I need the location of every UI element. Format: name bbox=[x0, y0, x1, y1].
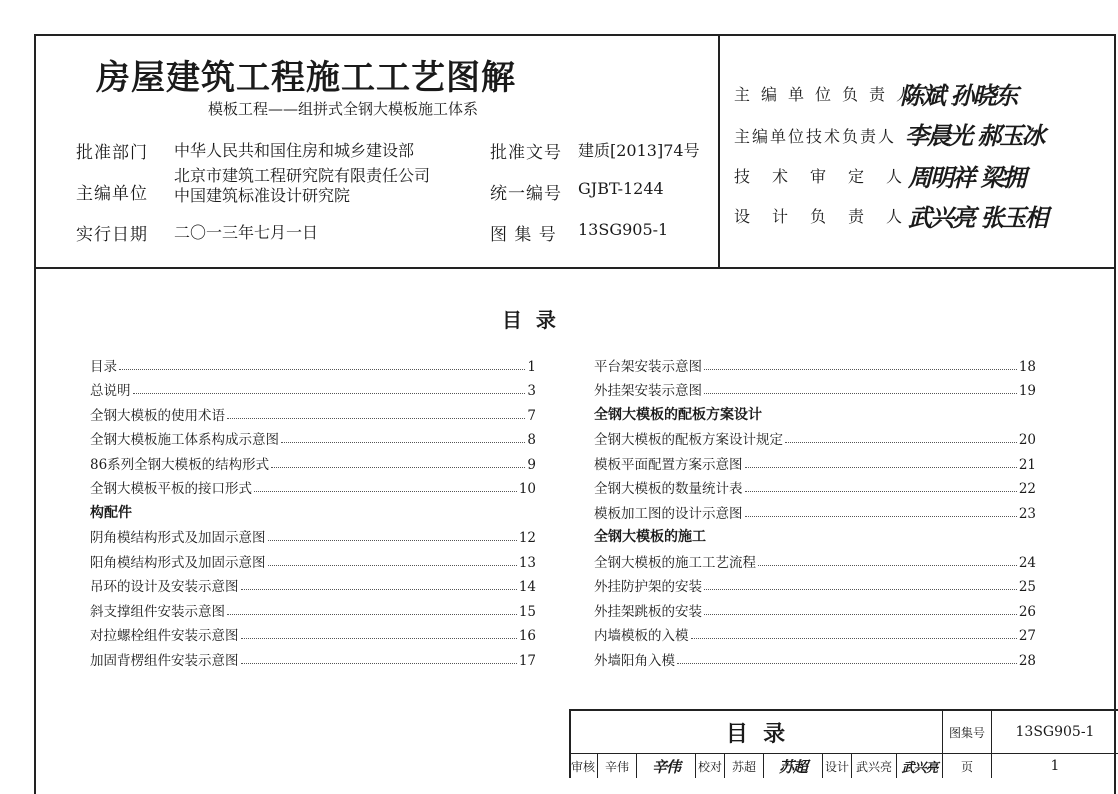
toc-entry-leader bbox=[281, 442, 525, 443]
toc-entry-page: 27 bbox=[1018, 628, 1036, 644]
header-bottom-rule bbox=[34, 267, 1116, 269]
toc-left-column bbox=[90, 350, 536, 669]
document-subtitle: 模板工程——组拼式全钢大模板施工体系 bbox=[208, 100, 479, 118]
toc-entry[interactable] bbox=[90, 473, 536, 498]
title-block-check-name: 苏超 bbox=[731, 759, 756, 774]
responsible-role-design-lead: 设计负责人 bbox=[734, 207, 925, 226]
title-block-title: 目 录 bbox=[725, 720, 786, 747]
toc-entry[interactable] bbox=[594, 448, 1036, 473]
toc-entry[interactable] bbox=[594, 350, 1036, 375]
responsible-role-tech-chief: 主编单位技术负责人 bbox=[734, 127, 897, 146]
responsible-signature-tech-chief: 李晨光 郝玉冰 bbox=[905, 121, 1044, 150]
toc-entry-page: 25 bbox=[1018, 579, 1036, 595]
title-block bbox=[569, 709, 1118, 778]
title-block-atlas-value: 13SG905-1 bbox=[1015, 724, 1095, 740]
toc-entry[interactable] bbox=[90, 350, 536, 375]
toc-entry-leader bbox=[677, 663, 1017, 664]
toc-entry-page: 21 bbox=[1018, 456, 1036, 473]
editor-value-2: 中国建筑标准设计研究院 bbox=[174, 186, 351, 205]
editor-value-1: 北京市建筑工程研究院有限责任公司 bbox=[174, 166, 431, 185]
toc-entry-leader bbox=[758, 565, 1017, 566]
toc-entry-page: 18 bbox=[1018, 358, 1036, 375]
toc-entry-page: 13 bbox=[518, 554, 536, 571]
toc-section-heading: 全钢大模板的配板方案设计 bbox=[594, 406, 762, 423]
atlas-no-value: 13SG905-1 bbox=[578, 220, 669, 239]
toc-entry-leader bbox=[704, 589, 1017, 590]
toc-entry-title: 全钢大模板平板的接口形式 bbox=[90, 481, 252, 497]
toc-entry-leader bbox=[745, 491, 1017, 492]
toc-entry-page: 14 bbox=[518, 579, 536, 595]
title-block-atlas-label: 图集号 bbox=[948, 725, 985, 740]
toc-entry-page: 20 bbox=[1018, 432, 1036, 448]
toc-entry[interactable] bbox=[594, 644, 1036, 669]
toc-entry-page: 8 bbox=[527, 432, 536, 448]
toc-entry[interactable] bbox=[90, 522, 536, 547]
toc-entry-title: 全钢大模板的施工工艺流程 bbox=[594, 554, 756, 571]
responsible-signature-tech-review: 周明祥 梁拥 bbox=[908, 163, 1025, 192]
date-value: 二〇一三年七月一日 bbox=[174, 223, 319, 242]
toc-section-heading: 全钢大模板的施工 bbox=[594, 529, 706, 545]
toc-entry-title: 阴角模结构形式及加固示意图 bbox=[90, 530, 266, 546]
unified-no-value: GJBT-1244 bbox=[578, 179, 664, 198]
toc-entry-page: 28 bbox=[1018, 652, 1036, 669]
toc-entry-leader bbox=[133, 393, 526, 394]
toc-entry-page: 17 bbox=[518, 652, 536, 669]
toc-entry-page: 24 bbox=[1018, 554, 1036, 571]
toc-entry[interactable] bbox=[594, 473, 1036, 498]
toc-entry-leader bbox=[271, 467, 525, 468]
toc-entry-title: 86系列全钢大模板的结构形式 bbox=[90, 456, 270, 473]
toc-entry-leader bbox=[241, 589, 517, 590]
toc-entry-leader bbox=[745, 516, 1017, 517]
approval-no-label: 批准文号 bbox=[490, 143, 562, 163]
toc-entry-title: 外挂架跳板的安装 bbox=[594, 603, 702, 620]
toc-entry[interactable] bbox=[90, 644, 536, 669]
toc-entry[interactable] bbox=[90, 595, 536, 620]
toc-entry-title: 总说明 bbox=[90, 383, 131, 399]
toc-right-column bbox=[594, 350, 1036, 669]
toc-entry-title: 外挂防护架的安装 bbox=[594, 579, 702, 595]
toc-entry-title: 外挂架安装示意图 bbox=[594, 383, 702, 399]
toc-entry-title: 目录 bbox=[90, 358, 117, 375]
toc-entry-leader bbox=[745, 467, 1017, 468]
title-block-check-label: 校对 bbox=[697, 759, 722, 774]
toc-entry-page: 22 bbox=[1018, 481, 1036, 497]
title-block-page-value: 1 bbox=[1050, 758, 1060, 774]
title-block-page-label: 页 bbox=[960, 759, 973, 774]
toc-entry-title: 外墙阳角入模 bbox=[594, 652, 675, 669]
responsible-signature-chief-unit: 陈斌 孙晓东 bbox=[900, 81, 1017, 110]
toc-entry[interactable] bbox=[90, 424, 536, 449]
atlas-no-label: 图 集 号 bbox=[490, 225, 557, 245]
toc-entry-leader bbox=[241, 638, 517, 639]
title-block-review-name: 辛伟 bbox=[604, 759, 629, 774]
date-label: 实行日期 bbox=[76, 225, 148, 245]
toc-entry-page: 3 bbox=[527, 383, 536, 399]
toc-entry-leader bbox=[785, 442, 1017, 443]
toc-entry-page: 7 bbox=[527, 407, 536, 424]
toc-entry-leader bbox=[227, 418, 525, 419]
toc-entry-title: 吊环的设计及安装示意图 bbox=[90, 579, 239, 595]
toc-entry-page: 15 bbox=[518, 603, 536, 620]
approval-dept-value: 中华人民共和国住房和城乡建设部 bbox=[174, 141, 415, 160]
title-block-review-label: 审核 bbox=[570, 759, 595, 774]
title-block-design-name: 武兴亮 bbox=[855, 759, 892, 774]
responsible-signature-design-lead: 武兴亮 张玉相 bbox=[908, 203, 1047, 232]
toc-entry-leader bbox=[254, 491, 517, 492]
toc-entry-page: 10 bbox=[518, 481, 536, 497]
toc-entry[interactable] bbox=[90, 620, 536, 645]
toc-entry-title: 阳角模结构形式及加固示意图 bbox=[90, 554, 266, 571]
toc-section-heading: 构配件 bbox=[90, 504, 132, 521]
toc-entry-title: 内墙模板的入模 bbox=[594, 628, 689, 644]
toc-entry-title: 平台架安装示意图 bbox=[594, 358, 702, 375]
approval-dept-label: 批准部门 bbox=[76, 143, 148, 163]
toc-entry-leader bbox=[704, 614, 1017, 615]
toc-entry[interactable] bbox=[594, 546, 1036, 571]
toc-entry-page: 9 bbox=[527, 456, 536, 473]
toc-entry[interactable] bbox=[594, 497, 1036, 522]
toc-entry-page: 19 bbox=[1018, 383, 1036, 399]
toc-entry[interactable] bbox=[90, 546, 536, 571]
toc-entry-page: 12 bbox=[518, 530, 536, 546]
header-divider bbox=[718, 34, 720, 268]
toc-entry-leader bbox=[691, 638, 1017, 639]
toc-entry-title: 全钢大模板的数量统计表 bbox=[594, 481, 743, 497]
toc-entry-title: 模板加工图的设计示意图 bbox=[594, 505, 743, 522]
toc-entry-leader bbox=[241, 663, 517, 664]
responsible-role-tech-review: 技术审定人 bbox=[734, 167, 925, 186]
toc-entry-page: 23 bbox=[1018, 505, 1036, 522]
toc-entry-title: 加固背楞组件安装示意图 bbox=[90, 652, 239, 669]
document-title: 房屋建筑工程施工工艺图解 bbox=[96, 58, 516, 98]
unified-no-label: 统一编号 bbox=[490, 184, 562, 204]
toc-entry-title: 全钢大模板的配板方案设计规定 bbox=[594, 432, 783, 448]
toc-entry[interactable] bbox=[90, 571, 536, 596]
toc-entry-leader bbox=[227, 614, 517, 615]
title-block-design-signature: 武兴亮 bbox=[901, 760, 938, 776]
toc-entry-leader bbox=[704, 393, 1017, 394]
toc-entry-leader bbox=[268, 565, 517, 566]
toc-entry-leader bbox=[119, 369, 525, 370]
toc-entry-page: 1 bbox=[527, 358, 536, 375]
toc-entry[interactable] bbox=[90, 399, 536, 424]
toc-entry[interactable] bbox=[90, 375, 536, 400]
approval-no-value: 建质[2013]74号 bbox=[578, 141, 700, 160]
editor-label: 主编单位 bbox=[76, 184, 148, 204]
toc-entry-title: 全钢大模板施工体系构成示意图 bbox=[90, 432, 279, 448]
responsible-role-chief-unit: 主编单位负责人 bbox=[734, 85, 924, 104]
toc-entry-leader bbox=[268, 540, 517, 541]
toc-entry-leader bbox=[704, 369, 1017, 370]
toc-entry[interactable] bbox=[594, 424, 1036, 449]
title-block-review-signature: 辛伟 bbox=[651, 757, 680, 776]
toc-entry-title: 全钢大模板的使用术语 bbox=[90, 407, 225, 424]
toc-entry[interactable] bbox=[90, 448, 536, 473]
toc-entry-page: 26 bbox=[1018, 603, 1036, 620]
toc-entry[interactable] bbox=[594, 375, 1036, 400]
toc-heading: 目 录 bbox=[502, 308, 556, 332]
toc-entry-title: 对拉螺栓组件安装示意图 bbox=[90, 628, 239, 644]
toc-entry[interactable] bbox=[594, 595, 1036, 620]
toc-entry-title: 斜支撑组件安装示意图 bbox=[90, 603, 225, 620]
toc-entry-title: 模板平面配置方案示意图 bbox=[594, 456, 743, 473]
toc-entry-page: 16 bbox=[518, 628, 536, 644]
toc-entry[interactable] bbox=[594, 571, 1036, 596]
title-block-design-label: 设计 bbox=[824, 759, 849, 774]
toc-entry[interactable] bbox=[594, 620, 1036, 645]
title-block-check-signature: 苏超 bbox=[778, 757, 807, 776]
